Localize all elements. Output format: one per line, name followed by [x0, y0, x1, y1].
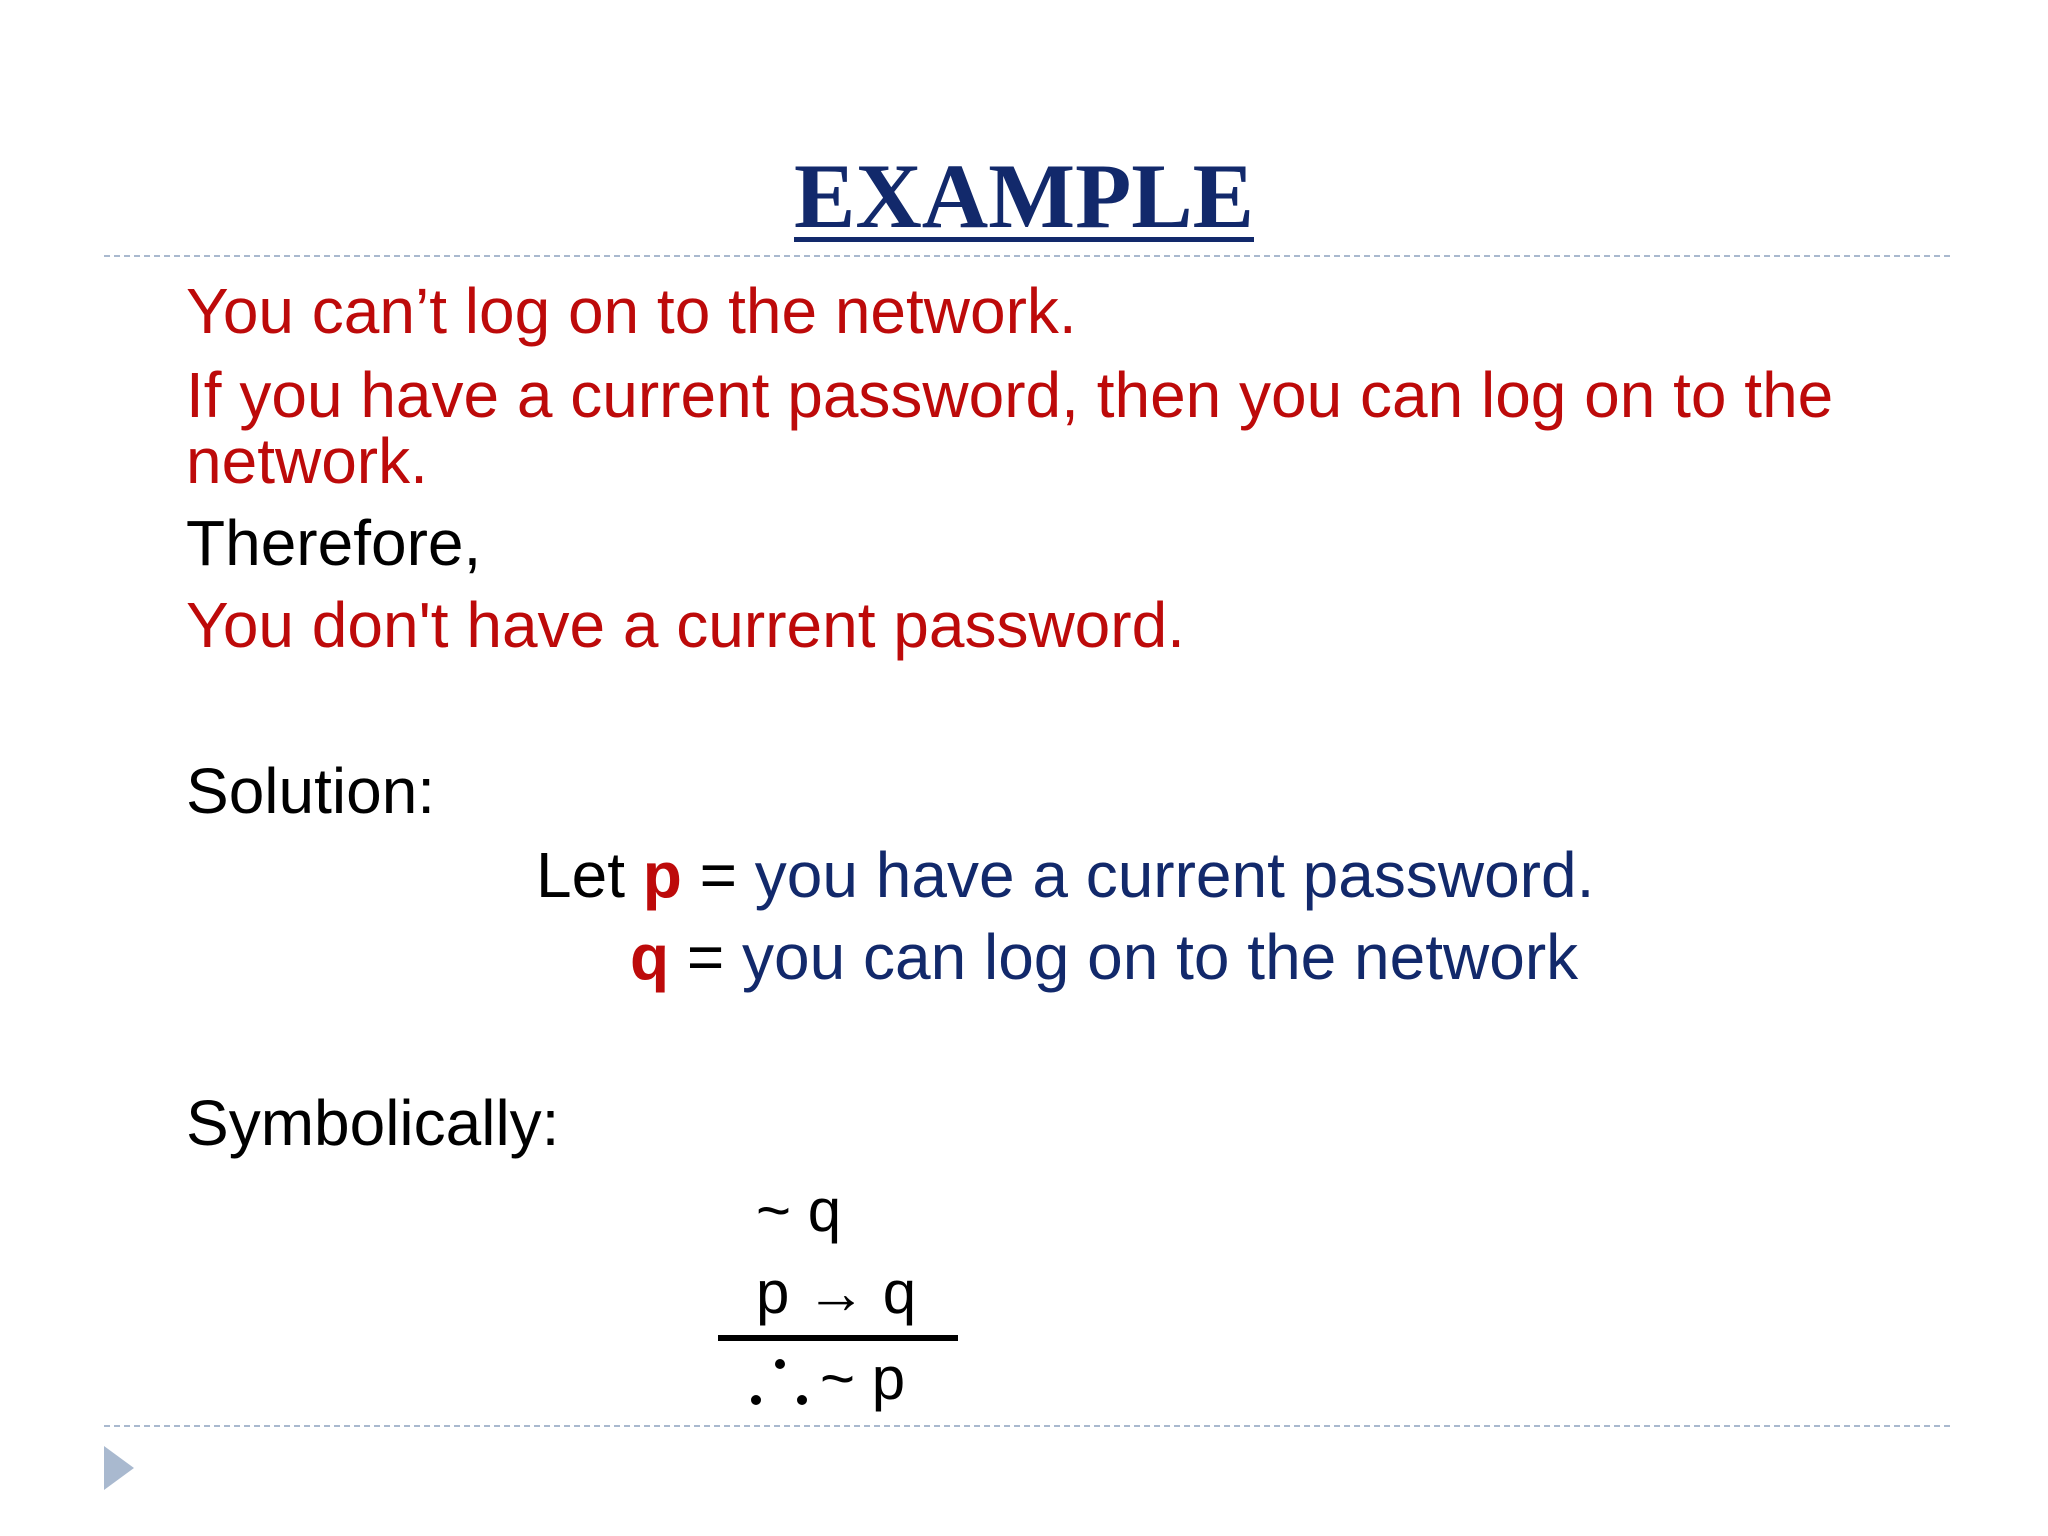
q-definition: you can log on to the network [742, 921, 1579, 993]
p-definition: you have a current password. [754, 839, 1595, 911]
definition-q [630, 921, 1579, 993]
premise-1: You can’t log on to the network. [186, 275, 1077, 347]
symbolic-conclusion: ~ p [820, 1345, 906, 1412]
conclusion-text: You don't have a current password. [186, 589, 1185, 661]
therefore-symbol-icon [748, 1350, 808, 1410]
definition-p [536, 839, 1595, 911]
symbolic-premise-1: ~ q [756, 1177, 842, 1244]
symbolic-premise-2: p → q [756, 1259, 917, 1326]
symbolically-label: Symbolically: [186, 1087, 560, 1159]
variable-q: q [630, 921, 670, 993]
equals-sign-q: = [686, 921, 725, 993]
top-divider [104, 255, 1950, 257]
bottom-divider [104, 1425, 1950, 1427]
slide-title-text: EXAMPLE [794, 145, 1254, 247]
solution-label: Solution: [186, 755, 436, 827]
slide-title [0, 146, 2048, 246]
conclusion-bar [718, 1335, 958, 1341]
play-triangle-icon [104, 1446, 134, 1490]
variable-p: p [642, 839, 682, 911]
premise-2: If you have a current password, then you can log on to the network. [186, 359, 1834, 497]
let-word: Let [536, 839, 625, 911]
equals-sign-p: = [699, 839, 737, 911]
therefore-text: Therefore, [186, 507, 482, 579]
